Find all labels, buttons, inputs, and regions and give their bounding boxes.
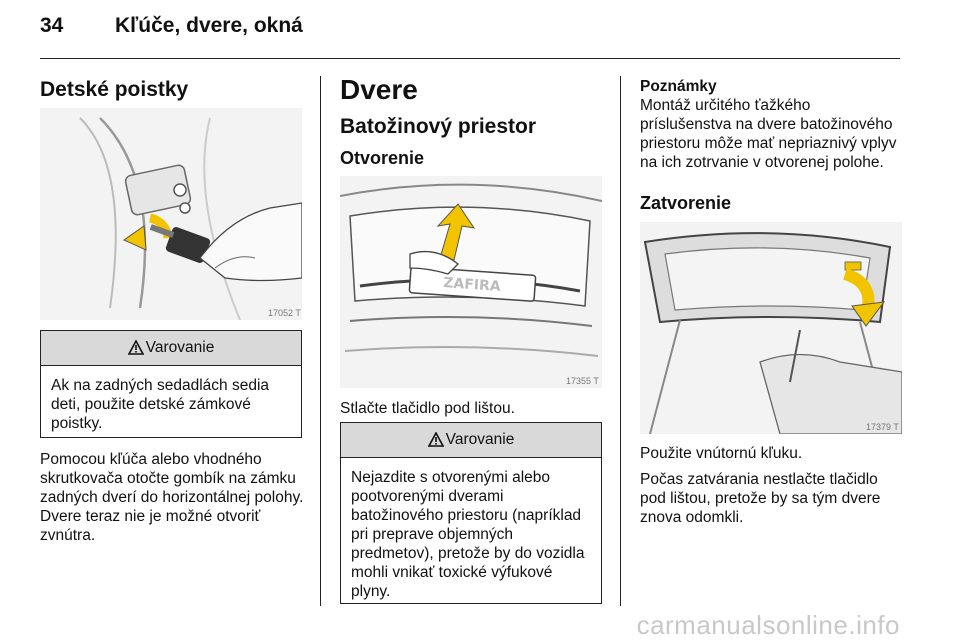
page-number: 34 (40, 14, 64, 37)
warning-triangle-icon (428, 426, 444, 460)
figure-code-child-lock: 17052 T (268, 308, 301, 318)
subheading-closing: Zatvorenie (640, 193, 732, 213)
warning-title: Varovanie (145, 339, 215, 356)
note-title: Poznámky (640, 78, 717, 95)
child-lock-paragraph: Pomocou kľúča alebo vhodného skrutkovača otočte gombík na zámku zadných dverí do horizontálnej polohy. Dvere teraz nie je možné otvoriť zvnútra. (40, 451, 304, 544)
header-rule (40, 58, 900, 59)
column-divider-left (320, 76, 321, 606)
tailgate-opening-illustration (340, 176, 602, 388)
warning-text: Ak na zadných sedadlách sedia deti, použite detské zámkové poistky. (51, 377, 270, 432)
chapter-title: Kľúče, dvere, okná (115, 14, 303, 37)
section-heading-doors: Dvere (340, 74, 418, 105)
watermark: carmanualsonline.info (636, 610, 900, 640)
opening-caption: Stlačte tlačidlo pod lištou. (340, 400, 515, 417)
closing-paragraph-2: Počas zatvárania nestlačte tlačidlo pod lištou, pretože by sa tým dvere znova odomkli. (640, 471, 881, 526)
warning-box-tailgate (340, 422, 602, 604)
subheading-opening: Otvorenie (340, 148, 425, 168)
warning-header (41, 331, 301, 366)
figure-code-closing: 17379 T (866, 422, 899, 432)
warning-box-child-lock (40, 330, 302, 438)
figure-code-opening: 17355 T (566, 376, 599, 386)
warning-triangle-icon (128, 334, 144, 368)
subheading-tailgate: Batožinový priestor (340, 115, 537, 138)
closing-paragraph-1: Použite vnútornú kľuku. (640, 445, 803, 462)
note-text: Montáž určitého ťažkého príslušenstva na dvere batožinového priestoru môže mať nepriaznivý vplyv na ich zotrvanie v otvorenej polohe. (640, 97, 897, 171)
license-plate-text: ZAFIRA (442, 275, 502, 295)
warning-header (341, 423, 601, 458)
tailgate-closing-illustration (640, 222, 902, 434)
child-lock-illustration (40, 108, 302, 320)
column-divider-right (620, 76, 621, 606)
section-heading-child-locks: Detské poistky (40, 78, 189, 101)
warning-text: Nejazdite s otvorenými alebo pootvorenými dverami batožinového priestoru (napríklad pri preprave objemných predmetov), pretože by do vozidla mohli vnikať toxické výfukové plyny. (351, 469, 585, 600)
warning-title: Varovanie (445, 431, 515, 448)
